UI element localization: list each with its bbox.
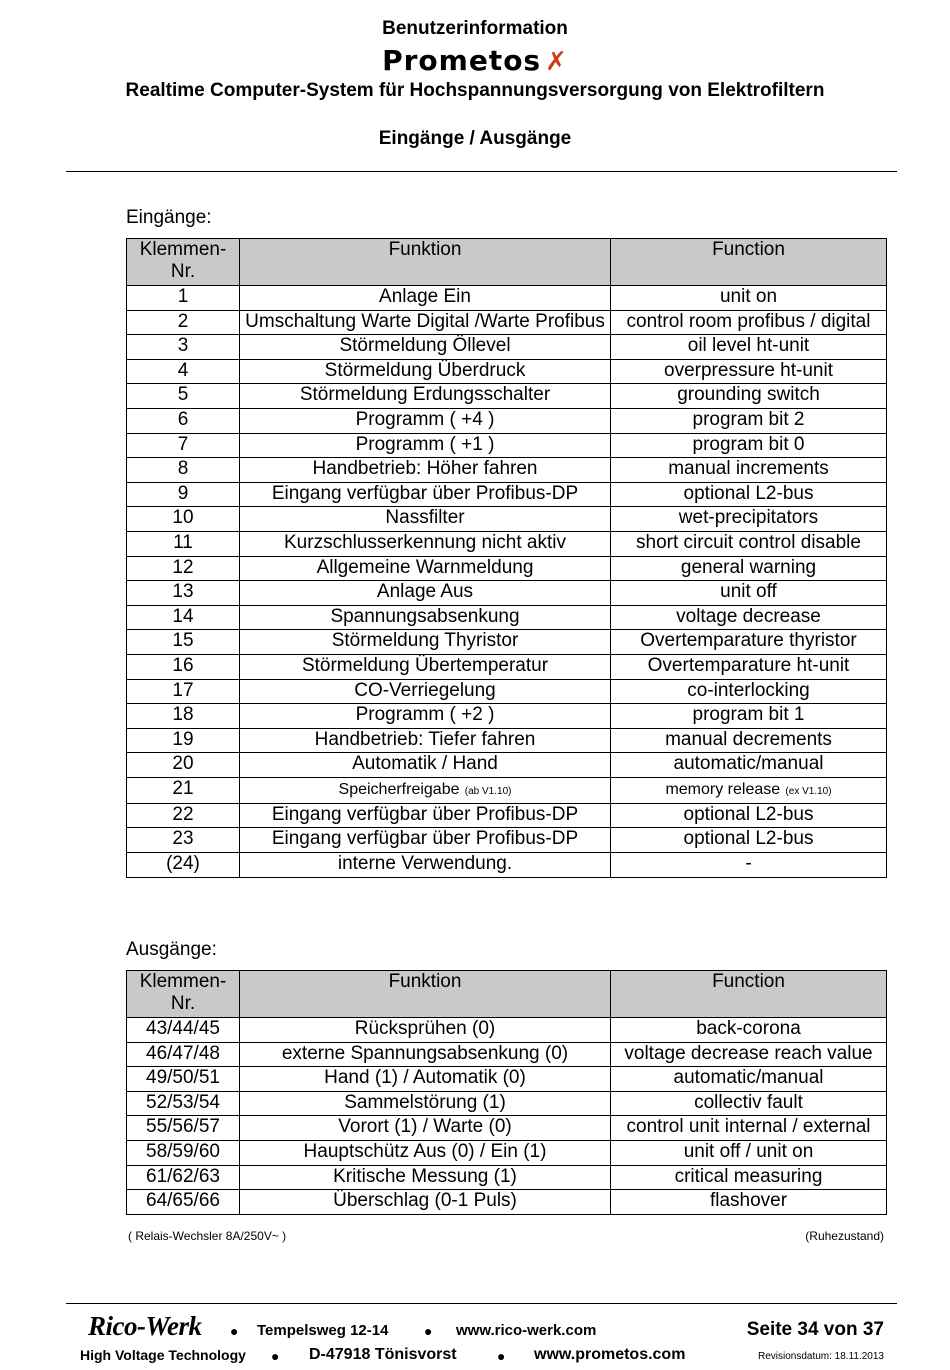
bullet-icon: ● xyxy=(271,1348,280,1364)
table-row xyxy=(127,531,887,556)
table-row xyxy=(127,335,887,360)
table-row xyxy=(127,605,887,630)
terminal-number-cell: 11 xyxy=(127,531,240,556)
terminal-number-cell: 52/53/54 xyxy=(127,1091,240,1116)
funktion-cell: Störmeldung Überdruck xyxy=(240,359,611,384)
table-row xyxy=(127,1165,887,1190)
table-row xyxy=(127,728,887,753)
function-cell: optional L2-bus xyxy=(611,803,887,828)
table-row xyxy=(127,458,887,483)
table-row xyxy=(127,828,887,853)
funktion-cell: Allgemeine Warnmeldung xyxy=(240,556,611,581)
table-header-row xyxy=(127,971,887,1018)
table-row xyxy=(127,1116,887,1141)
function-header: Function xyxy=(611,239,887,286)
funktion-cell: Programm ( +4 ) xyxy=(240,408,611,433)
terminal-number-cell: 8 xyxy=(127,458,240,483)
terminal-number-cell: 5 xyxy=(127,384,240,409)
terminal-number-cell: 64/65/66 xyxy=(127,1190,240,1215)
function-cell: co-interlocking xyxy=(611,679,887,704)
brand-name xyxy=(0,44,950,77)
header-divider xyxy=(66,171,897,172)
function-cell: - xyxy=(611,853,887,878)
funktion-cell: Rücksprühen (0) xyxy=(240,1018,611,1043)
terminal-number-cell: 23 xyxy=(127,828,240,853)
table-row xyxy=(127,507,887,532)
revision-date: Revisionsdatum: 18.11.2013 xyxy=(757,1351,884,1362)
document-subtitle: Realtime Computer-System für Hochspannungsversorgung von Elektrofiltern xyxy=(125,80,825,101)
table-row xyxy=(127,777,887,803)
funktion-cell: Sammelstörung (1) xyxy=(240,1091,611,1116)
table-row xyxy=(127,581,887,606)
funktion-cell: CO-Verriegelung xyxy=(240,679,611,704)
table-row xyxy=(127,1091,887,1116)
table-row xyxy=(127,803,887,828)
table-header-row xyxy=(127,239,887,286)
terminal-number-cell: 58/59/60 xyxy=(127,1140,240,1165)
funktion-cell: Nassfilter xyxy=(240,507,611,532)
bullet-icon: ● xyxy=(424,1323,433,1339)
funktion-cell xyxy=(240,777,611,803)
inputs-table xyxy=(126,238,887,878)
funktion-cell: Programm ( +2 ) xyxy=(240,704,611,729)
rest-state-note: (Ruhezustand) xyxy=(805,1229,884,1243)
function-cell: manual increments xyxy=(611,458,887,483)
funktion-cell: Hauptschütz Aus (0) / Ein (1) xyxy=(240,1140,611,1165)
terminal-number-header: Klemmen-Nr. xyxy=(127,239,240,286)
function-cell: back-corona xyxy=(611,1018,887,1043)
terminal-number-cell: 3 xyxy=(127,335,240,360)
funktion-cell: Kurzschlusserkennung nicht aktiv xyxy=(240,531,611,556)
relay-note: ( Relais-Wechsler 8A/250V~ ) xyxy=(128,1229,287,1243)
terminal-number-cell: 20 xyxy=(127,753,240,778)
funktion-cell: externe Spannungsabsenkung (0) xyxy=(240,1042,611,1067)
function-cell: unit on xyxy=(611,286,887,311)
brand-text: Prometos xyxy=(382,44,542,77)
function-text: memory release xyxy=(665,780,781,798)
terminal-number-cell: 22 xyxy=(127,803,240,828)
funktion-text: Speicherfreigabe xyxy=(338,780,460,798)
terminal-number-cell: 55/56/57 xyxy=(127,1116,240,1141)
funktion-cell: interne Verwendung. xyxy=(240,853,611,878)
table-row xyxy=(127,310,887,335)
function-cell: control unit internal / external xyxy=(611,1116,887,1141)
footer-city: D-47918 Tönisvorst xyxy=(309,1346,457,1363)
terminal-number-cell: (24) xyxy=(127,853,240,878)
brand-logo-icon: ✗ xyxy=(545,47,568,77)
function-cell: oil level ht-unit xyxy=(611,335,887,360)
function-cell: automatic/manual xyxy=(611,1067,887,1092)
funktion-cell: Eingang verfügbar über Profibus-DP xyxy=(240,482,611,507)
funktion-cell: Vorort (1) / Warte (0) xyxy=(240,1116,611,1141)
funktion-cell: Störmeldung Thyristor xyxy=(240,630,611,655)
function-cell: voltage decrease xyxy=(611,605,887,630)
terminal-number-cell: 21 xyxy=(127,777,240,803)
function-cell: program bit 0 xyxy=(611,433,887,458)
function-cell: overpressure ht-unit xyxy=(611,359,887,384)
version-note: (ex V1.10) xyxy=(785,785,832,797)
function-cell: critical measuring xyxy=(611,1165,887,1190)
function-cell: unit off / unit on xyxy=(611,1140,887,1165)
function-cell: optional L2-bus xyxy=(611,828,887,853)
funktion-cell: Kritische Messung (1) xyxy=(240,1165,611,1190)
function-cell: manual decrements xyxy=(611,728,887,753)
function-cell: collectiv fault xyxy=(611,1091,887,1116)
table-row xyxy=(127,1018,887,1043)
table-row xyxy=(127,384,887,409)
table-row xyxy=(127,482,887,507)
function-cell: control room profibus / digital xyxy=(611,310,887,335)
outputs-label: Ausgänge: xyxy=(126,939,217,960)
function-cell: voltage decrease reach value xyxy=(611,1042,887,1067)
terminal-number-cell: 2 xyxy=(127,310,240,335)
funktion-cell: Störmeldung Erdungsschalter xyxy=(240,384,611,409)
funktion-cell: Störmeldung Übertemperatur xyxy=(240,654,611,679)
terminal-number-cell: 9 xyxy=(127,482,240,507)
function-cell: Overtemparature ht-unit xyxy=(611,654,887,679)
function-header: Function xyxy=(611,971,887,1018)
rico-werk-logo: Rico-Werk xyxy=(88,1311,202,1341)
version-note: (ab V1.10) xyxy=(464,785,512,797)
table-row xyxy=(127,408,887,433)
terminal-number-cell: 49/50/51 xyxy=(127,1067,240,1092)
table-row xyxy=(127,286,887,311)
document-type: Benutzerinformation xyxy=(382,18,568,39)
funktion-cell: Handbetrieb: Höher fahren xyxy=(240,458,611,483)
terminal-number-cell: 13 xyxy=(127,581,240,606)
terminal-number-cell: 7 xyxy=(127,433,240,458)
terminal-number-cell: 1 xyxy=(127,286,240,311)
funktion-cell: Anlage Aus xyxy=(240,581,611,606)
funktion-cell: Handbetrieb: Tiefer fahren xyxy=(240,728,611,753)
funktion-cell: Überschlag (0-1 Puls) xyxy=(240,1190,611,1215)
terminal-number-cell: 4 xyxy=(127,359,240,384)
function-cell: program bit 2 xyxy=(611,408,887,433)
terminal-number-cell: 18 xyxy=(127,704,240,729)
funktion-cell: Umschaltung Warte Digital /Warte Profibus xyxy=(240,310,611,335)
funktion-cell: Automatik / Hand xyxy=(240,753,611,778)
terminal-number-cell: 46/47/48 xyxy=(127,1042,240,1067)
terminal-number-cell: 14 xyxy=(127,605,240,630)
table-row xyxy=(127,359,887,384)
bullet-icon: ● xyxy=(497,1348,506,1364)
table-row xyxy=(127,853,887,878)
funktion-header: Funktion xyxy=(240,971,611,1018)
function-cell: automatic/manual xyxy=(611,753,887,778)
table-row xyxy=(127,556,887,581)
function-cell xyxy=(611,777,887,803)
function-cell: grounding switch xyxy=(611,384,887,409)
funktion-cell: Eingang verfügbar über Profibus-DP xyxy=(240,803,611,828)
footer-website-rico[interactable]: www.rico-werk.com xyxy=(456,1322,597,1339)
funktion-cell: Hand (1) / Automatik (0) xyxy=(240,1067,611,1092)
table-row xyxy=(127,1140,887,1165)
terminal-number-cell: 6 xyxy=(127,408,240,433)
terminal-number-cell: 16 xyxy=(127,654,240,679)
terminal-number-cell: 17 xyxy=(127,679,240,704)
function-cell: general warning xyxy=(611,556,887,581)
footer-tagline: High Voltage Technology xyxy=(80,1347,246,1363)
footer-website-prometos[interactable]: www.prometos.com xyxy=(534,1346,686,1363)
page-number: Seite 34 von 37 xyxy=(746,1319,884,1340)
function-cell: optional L2-bus xyxy=(611,482,887,507)
footer-street: Tempelsweg 12-14 xyxy=(257,1322,389,1339)
terminal-number-cell: 61/62/63 xyxy=(127,1165,240,1190)
footer-divider xyxy=(66,1303,897,1304)
inputs-label: Eingänge: xyxy=(126,207,212,228)
bullet-icon: ● xyxy=(230,1323,239,1339)
terminal-number-cell: 10 xyxy=(127,507,240,532)
funktion-cell: Anlage Ein xyxy=(240,286,611,311)
function-cell: short circuit control disable xyxy=(611,531,887,556)
function-cell: unit off xyxy=(611,581,887,606)
function-cell: flashover xyxy=(611,1190,887,1215)
funktion-cell: Spannungsabsenkung xyxy=(240,605,611,630)
table-row xyxy=(127,1190,887,1215)
funktion-cell: Programm ( +1 ) xyxy=(240,433,611,458)
function-cell: wet-precipitators xyxy=(611,507,887,532)
table-row xyxy=(127,704,887,729)
terminal-number-cell: 43/44/45 xyxy=(127,1018,240,1043)
terminal-number-header: Klemmen-Nr. xyxy=(127,971,240,1018)
table-row xyxy=(127,1042,887,1067)
terminal-number-cell: 19 xyxy=(127,728,240,753)
function-cell: program bit 1 xyxy=(611,704,887,729)
funktion-cell: Störmeldung Öllevel xyxy=(240,335,611,360)
table-row xyxy=(127,753,887,778)
table-row xyxy=(127,654,887,679)
table-row xyxy=(127,433,887,458)
section-title: Eingänge / Ausgänge xyxy=(378,128,572,149)
terminal-number-cell: 12 xyxy=(127,556,240,581)
function-cell: Overtemparature thyristor xyxy=(611,630,887,655)
table-row xyxy=(127,1067,887,1092)
table-row xyxy=(127,679,887,704)
funktion-header: Funktion xyxy=(240,239,611,286)
terminal-number-cell: 15 xyxy=(127,630,240,655)
table-row xyxy=(127,630,887,655)
funktion-cell: Eingang verfügbar über Profibus-DP xyxy=(240,828,611,853)
outputs-table xyxy=(126,970,887,1215)
